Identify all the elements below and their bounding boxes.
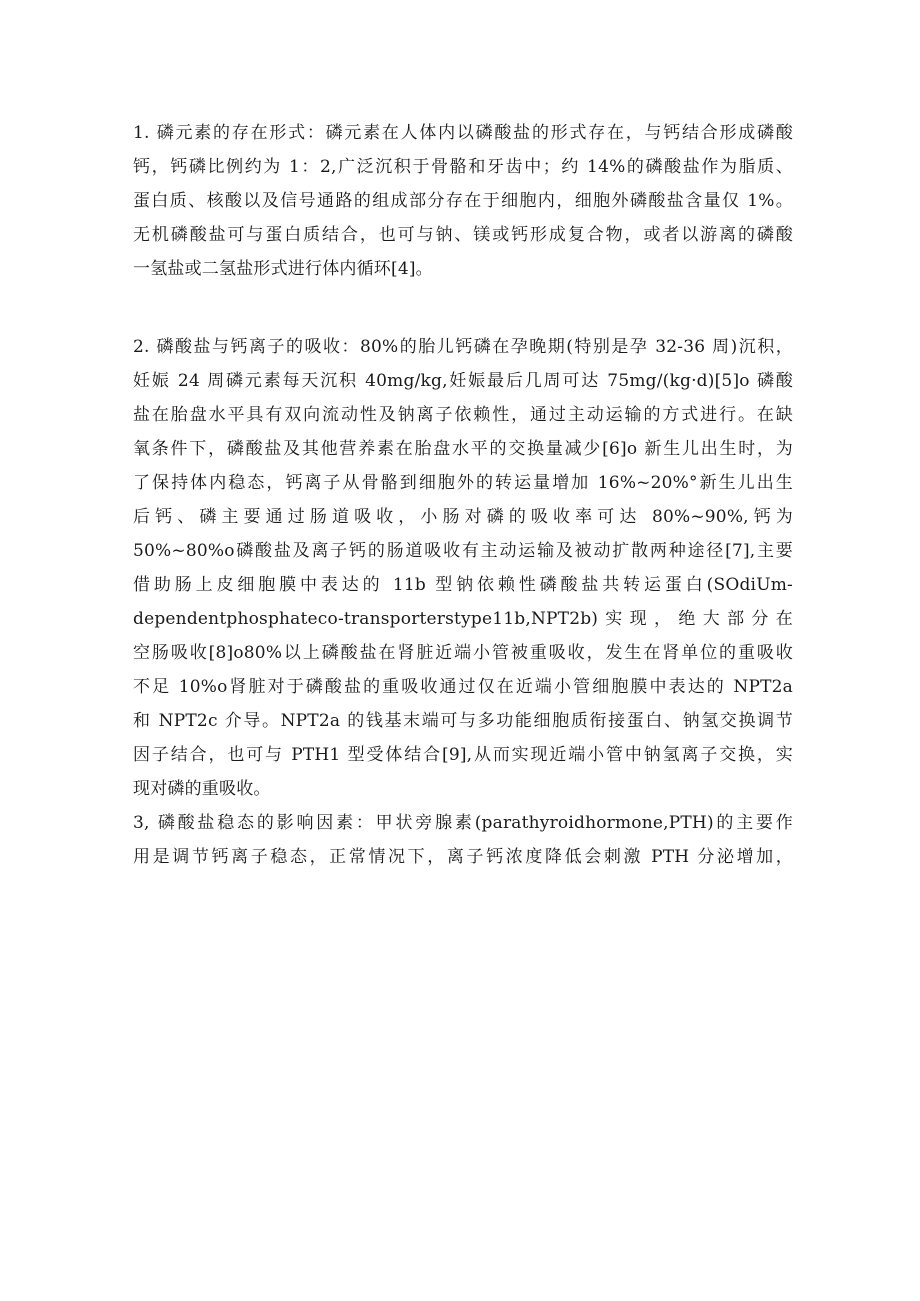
text-line: 钙，钙磷比例约为 1：2,广泛沉积于骨骼和牙齿中；约 14%的磷酸盐作为脂质、 — [133, 157, 793, 177]
text-line: 无机磷酸盐可与蛋白质结合，也可与钠、镁或钙形成复合物，或者以游离的磷酸 — [133, 225, 793, 245]
paragraph-3 — [133, 806, 793, 874]
text-line: 了保持体内稳态，钙离子从骨骼到细胞外的转运量增加 16%~20%°新生儿出生 — [133, 473, 793, 493]
text-line: dependentphosphateco-transporterstype11b,NPT2b)实现，绝大部分在 — [133, 609, 793, 629]
paragraph-1 — [133, 116, 793, 286]
text-line: 1. 磷元素的存在形式：磷元素在人体内以磷酸盐的形式存在，与钙结合形成磷酸 — [133, 123, 793, 143]
document-body — [133, 116, 793, 874]
text-line: 因子结合，也可与 PTH1 型受体结合[9],从而实现近端小管中钠氢离子交换，实 — [133, 745, 793, 765]
text-line: 不足 10%o肾脏对于磷酸盐的重吸收通过仅在近端小管细胞膜中表达的 NPT2a — [133, 677, 793, 697]
text-line: 现对磷的重吸收。 — [133, 779, 271, 799]
paragraph-2 — [133, 330, 793, 806]
text-line: 盐在胎盘水平具有双向流动性及钠离子依赖性，通过主动运输的方式进行。在缺 — [133, 405, 793, 425]
text-line: 蛋白质、核酸以及信号通路的组成部分存在于细胞内，细胞外磷酸盐含量仅 1%。 — [133, 191, 793, 211]
text-line: 后钙、磷主要通过肠道吸收，小肠对磷的吸收率可达 80%~90%,钙为 — [133, 507, 793, 527]
paragraph-gap — [133, 286, 793, 330]
text-line: 空肠吸收[8]o80%以上磷酸盐在肾脏近端小管被重吸收，发生在肾单位的重吸收 — [133, 643, 793, 663]
text-line: 借助肠上皮细胞膜中表达的 11b 型钠依赖性磷酸盐共转运蛋白(SOdiUm- — [133, 575, 793, 595]
text-line: 氧条件下，磷酸盐及其他营养素在胎盘水平的交换量减少[6]o 新生儿出生时，为 — [133, 439, 793, 459]
text-line: 用是调节钙离子稳态，正常情况下，离子钙浓度降低会刺激 PTH 分泌增加， — [133, 847, 793, 867]
text-line: 一氢盐或二氢盐形式进行体内循环[4]。 — [133, 259, 433, 279]
text-line: 2. 磷酸盐与钙离子的吸收：80%的胎儿钙磷在孕晚期(特别是孕 32-36 周)沉积， — [133, 337, 793, 357]
text-line: 和 NPT2c 介导。NPT2a 的钱基末端可与多功能细胞质衔接蛋白、钠氢交换调节 — [133, 711, 793, 731]
text-line: 3, 磷酸盐稳态的影响因素：甲状旁腺素(parathyroidhormone,PTH)的主要作 — [133, 813, 793, 833]
text-line: 50%~80%o磷酸盐及离子钙的肠道吸收有主动运输及被动扩散两种途径[7],主要 — [133, 541, 793, 561]
text-line: 妊娠 24 周磷元素每天沉积 40mg∕kg,妊娠最后几周可达 75mg∕(kg·d)[5]o 磷酸 — [133, 371, 793, 391]
